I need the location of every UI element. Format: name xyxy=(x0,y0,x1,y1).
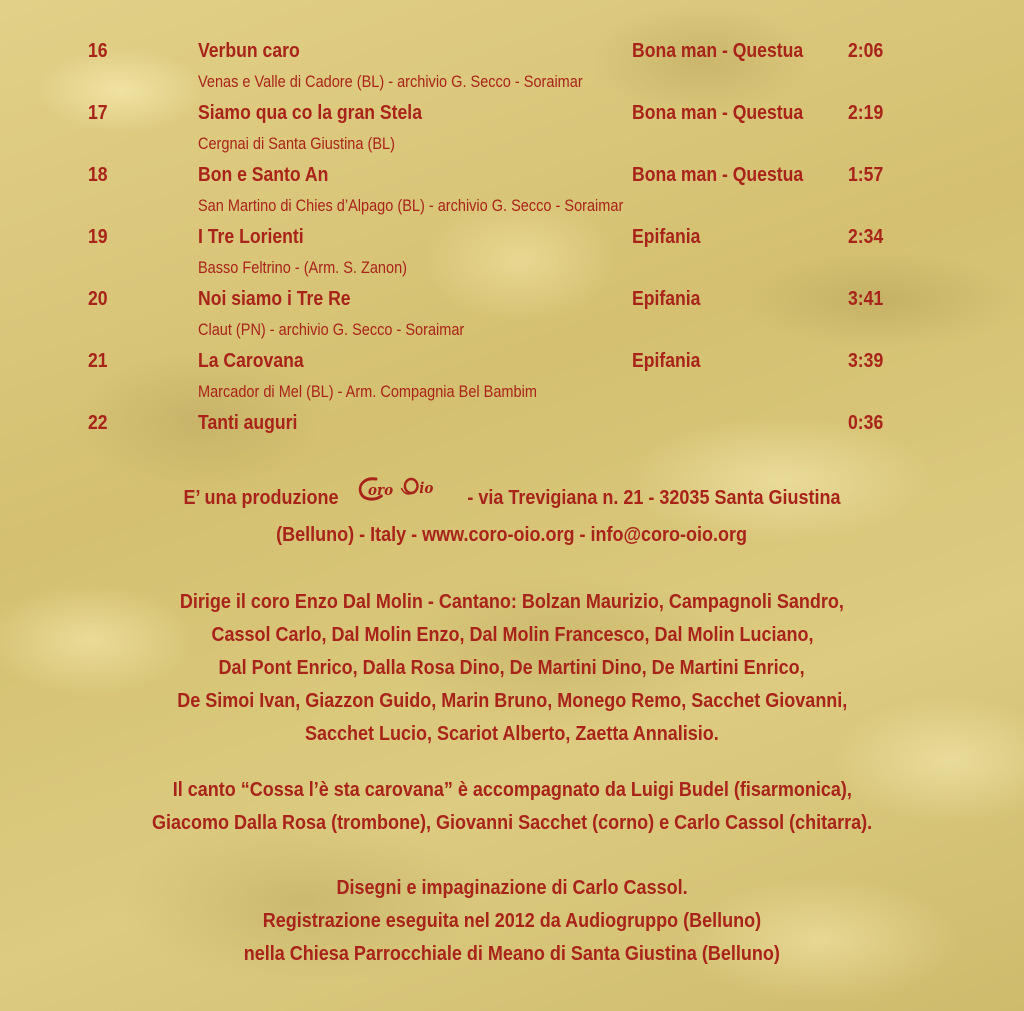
track-title: La Carovana xyxy=(198,350,304,372)
track-duration: 2:19 xyxy=(848,102,884,124)
track-duration: 2:34 xyxy=(848,226,884,248)
track-duration: 3:39 xyxy=(848,350,884,372)
track-duration: 0:36 xyxy=(848,412,884,434)
accompaniment-line: Giacomo Dalla Rosa (trombone), Giovanni Sacchet (corno) e Carlo Cassol (chitarra). xyxy=(151,812,873,834)
track-duration: 3:41 xyxy=(848,288,884,310)
track-category: Bona man - Questua xyxy=(632,102,804,124)
credits-line: Sacchet Lucio, Scariot Alberto, Zaetta Annalisio. xyxy=(305,723,719,745)
design-line: nella Chiesa Parrocchiale di Meano di Santa Giustina (Belluno) xyxy=(243,943,781,965)
track-title: I Tre Lorienti xyxy=(198,226,304,248)
track-row xyxy=(0,226,1024,288)
track-number: 19 xyxy=(88,226,108,248)
track-row xyxy=(0,350,1024,412)
track-title: Noi siamo i Tre Re xyxy=(198,288,351,310)
track-row xyxy=(0,40,1024,102)
track-category: Epifania xyxy=(632,288,701,310)
track-category: Epifania xyxy=(632,350,701,372)
credits-line: Dirige il coro Enzo Dal Molin - Cantano: Bolzan Maurizio, Campagnoli Sandro, xyxy=(179,591,845,613)
choir-credits xyxy=(0,586,1024,751)
production-prefix: E’ una produzione xyxy=(183,486,339,509)
track-list xyxy=(0,40,1024,474)
track-source: Venas e Valle di Cadore (BL) - archivio G. Secco - Soraimar xyxy=(198,73,583,91)
track-number: 16 xyxy=(88,40,108,62)
track-number: 20 xyxy=(88,288,108,310)
track-number: 21 xyxy=(88,350,108,372)
track-duration: 1:57 xyxy=(848,164,884,186)
track-number: 17 xyxy=(88,102,108,124)
production-info xyxy=(0,478,1024,552)
track-source: Basso Feltrino - (Arm. S. Zanon) xyxy=(198,259,407,277)
design-line: Registrazione eseguita nel 2012 da Audiogruppo (Belluno) xyxy=(262,910,762,932)
track-title: Tanti auguri xyxy=(198,412,298,434)
accompaniment-credits xyxy=(0,774,1024,840)
track-source: Marcador di Mel (BL) - Arm. Compagnia Bel Bambim xyxy=(198,383,537,401)
track-title: Verbun caro xyxy=(198,40,300,62)
track-category: Bona man - Questua xyxy=(632,164,804,186)
track-category: Epifania xyxy=(632,226,701,248)
design-line: Disegni e impaginazione di Carlo Cassol. xyxy=(336,877,688,899)
coro-oio-logo-icon xyxy=(356,474,450,504)
track-source: San Martino di Chies d’Alpago (BL) - archivio G. Secco - Soraimar xyxy=(198,197,624,215)
track-number: 18 xyxy=(88,164,108,186)
production-contacts: (Belluno) - Italy - www.coro-oio.org - info@coro-oio.org xyxy=(276,524,748,546)
credits-line: De Simoi Ivan, Giazzon Guido, Marin Bruno, Monego Remo, Sacchet Giovanni, xyxy=(176,690,848,712)
accompaniment-line: Il canto “Cossa l’è sta carovana” è accompagnato da Luigi Budel (fisarmonica), xyxy=(172,779,852,801)
design-recording-credits xyxy=(0,872,1024,971)
svg-text:io: io xyxy=(419,480,434,498)
track-title: Bon e Santo An xyxy=(198,164,329,186)
track-source: Claut (PN) - archivio G. Secco - Soraimar xyxy=(198,321,465,339)
track-number: 22 xyxy=(88,412,108,434)
track-row xyxy=(0,288,1024,350)
track-row xyxy=(0,412,1024,474)
track-row xyxy=(0,102,1024,164)
svg-text:oro: oro xyxy=(367,482,393,500)
track-duration: 2:06 xyxy=(848,40,884,62)
track-title: Siamo qua co la gran Stela xyxy=(198,102,422,124)
track-category: Bona man - Questua xyxy=(632,40,804,62)
credits-line: Dal Pont Enrico, Dalla Rosa Dino, De Martini Dino, De Martini Enrico, xyxy=(218,657,806,679)
production-address: - via Trevigiana n. 21 - 32035 Santa Giustina xyxy=(467,486,841,509)
coro-oio-logo xyxy=(356,474,450,515)
track-source: Cergnai di Santa Giustina (BL) xyxy=(198,135,395,153)
track-row xyxy=(0,164,1024,226)
credits-line: Cassol Carlo, Dal Molin Enzo, Dal Molin Francesco, Dal Molin Luciano, xyxy=(210,624,814,646)
